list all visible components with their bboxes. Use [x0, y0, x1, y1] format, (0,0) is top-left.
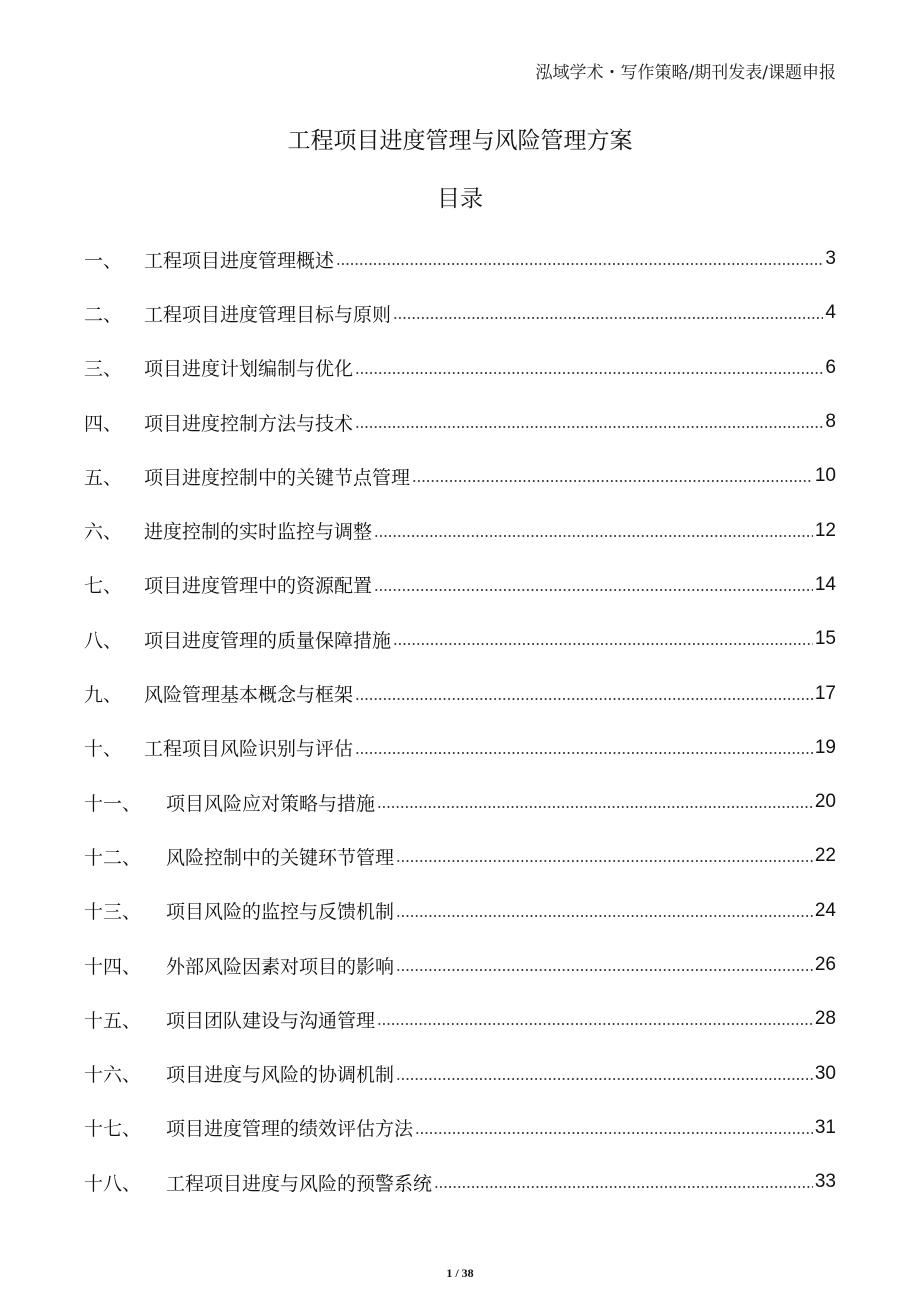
toc-dot-leader: [393, 643, 813, 645]
toc-entry-title: 项目进度管理的绩效评估方法: [166, 1118, 414, 1141]
toc-entry-page: 20: [814, 791, 836, 813]
toc-dot-leader: [396, 1078, 813, 1080]
toc-dot-leader: [396, 969, 813, 971]
toc-entry-title: 项目进度控制中的关键节点管理: [144, 466, 411, 489]
toc-dot-leader: [434, 1186, 813, 1188]
toc-entry[interactable]: [84, 1155, 836, 1209]
toc-entry[interactable]: [84, 666, 836, 720]
toc-entry[interactable]: [84, 775, 836, 829]
toc-entry-number: 五、: [84, 466, 123, 489]
toc-dot-leader: [396, 860, 813, 862]
toc-dot-leader: [377, 806, 813, 808]
toc-dot-leader: [415, 1132, 813, 1134]
toc-entry-number: 十六、: [84, 1064, 142, 1087]
toc-dot-leader: [336, 263, 823, 265]
toc-dot-leader: [412, 480, 813, 482]
toc-entry[interactable]: [84, 1046, 836, 1100]
toc-heading: 目录: [437, 186, 483, 212]
toc-dot-leader: [374, 535, 813, 537]
toc-entry-number: 十、: [84, 738, 123, 761]
toc-entry-page: 10: [814, 465, 836, 487]
toc-entry[interactable]: [84, 829, 836, 883]
toc-entry-page: 8: [825, 411, 836, 433]
toc-entry-title: 工程项目进度管理概述: [144, 249, 335, 272]
toc-entry[interactable]: [84, 503, 836, 557]
toc-entry[interactable]: [84, 449, 836, 503]
toc-dot-leader: [355, 752, 813, 754]
toc-entry-page: 30: [814, 1062, 836, 1084]
toc-entry[interactable]: [84, 341, 836, 395]
toc-entry-title: 工程项目进度与风险的预警系统: [166, 1172, 433, 1195]
toc-entry-page: 4: [825, 302, 836, 324]
toc-entry-page: 19: [814, 736, 836, 758]
toc-entry-page: 17: [814, 682, 836, 704]
toc-entry-number: 十八、: [84, 1172, 142, 1195]
toc-entry-page: 24: [814, 899, 836, 921]
document-title: 工程项目进度管理与风险管理方案: [287, 128, 633, 154]
toc-entry-number: 六、: [84, 521, 123, 544]
toc-entry[interactable]: [84, 992, 836, 1046]
toc-entry[interactable]: [84, 395, 836, 449]
toc-entry-number: 一、: [84, 249, 123, 272]
toc-dot-leader: [355, 698, 813, 700]
toc-entry[interactable]: [84, 558, 836, 612]
table-of-contents: [84, 232, 836, 1209]
toc-dot-leader: [374, 589, 813, 591]
toc-entry-page: 33: [814, 1171, 836, 1193]
toc-entry-number: 十三、: [84, 901, 142, 924]
toc-entry-number: 十七、: [84, 1118, 142, 1141]
toc-entry-number: 二、: [84, 303, 123, 326]
toc-entry[interactable]: [84, 232, 836, 286]
toc-dot-leader: [393, 317, 823, 319]
toc-entry[interactable]: [84, 938, 836, 992]
toc-entry-page: 22: [814, 845, 836, 867]
toc-entry-number: 三、: [84, 358, 123, 381]
toc-entry-title: 项目进度控制方法与技术: [144, 412, 354, 435]
toc-entry-title: 项目进度与风险的协调机制: [166, 1064, 395, 1087]
toc-entry-title: 项目进度计划编制与优化: [144, 358, 354, 381]
toc-entry[interactable]: [84, 721, 836, 775]
toc-dot-leader: [355, 372, 823, 374]
toc-entry-page: 6: [825, 356, 836, 378]
toc-entry-title: 项目团队建设与沟通管理: [166, 1009, 376, 1032]
toc-entry[interactable]: [84, 286, 836, 340]
toc-entry-title: 工程项目风险识别与评估: [144, 738, 354, 761]
toc-entry-title: 风险管理基本概念与框架: [144, 684, 354, 707]
toc-entry-number: 八、: [84, 629, 123, 652]
toc-entry-number: 十五、: [84, 1009, 142, 1032]
toc-entry-page: 31: [814, 1116, 836, 1138]
toc-entry-title: 风险控制中的关键环节管理: [166, 846, 395, 869]
toc-entry-title: 进度控制的实时监控与调整: [144, 521, 373, 544]
toc-entry-number: 十四、: [84, 955, 142, 978]
toc-entry[interactable]: [84, 884, 836, 938]
toc-entry-page: 28: [814, 1008, 836, 1030]
toc-entry-number: 七、: [84, 575, 123, 598]
toc-entry-title: 项目风险的监控与反馈机制: [166, 901, 395, 924]
toc-dot-leader: [377, 1023, 813, 1025]
toc-entry[interactable]: [84, 1101, 836, 1155]
page-header: 泓域学术・写作策略/期刊发表/课题申报: [535, 63, 836, 83]
toc-dot-leader: [396, 915, 813, 917]
toc-entry-title: 工程项目进度管理目标与原则: [144, 303, 392, 326]
toc-entry-page: 26: [814, 954, 836, 975]
page-footer-indicator: 1 / 38: [446, 1266, 474, 1280]
toc-entry-page: 15: [814, 628, 836, 650]
toc-entry-page: 14: [814, 573, 836, 595]
toc-entry-page: 3: [825, 248, 836, 270]
toc-entry-number: 十二、: [84, 846, 142, 869]
toc-entry-page: 12: [814, 519, 836, 541]
toc-entry-number: 十一、: [84, 792, 142, 815]
toc-entry-number: 四、: [84, 412, 123, 435]
toc-entry-title: 项目风险应对策略与措施: [166, 792, 376, 815]
toc-entry-title: 项目进度管理的质量保障措施: [144, 629, 392, 652]
toc-entry-title: 外部风险因素对项目的影响: [166, 955, 395, 978]
toc-entry-number: 九、: [84, 684, 123, 707]
toc-entry-title: 项目进度管理中的资源配置: [144, 575, 373, 598]
toc-dot-leader: [355, 426, 823, 428]
toc-entry[interactable]: [84, 612, 836, 666]
